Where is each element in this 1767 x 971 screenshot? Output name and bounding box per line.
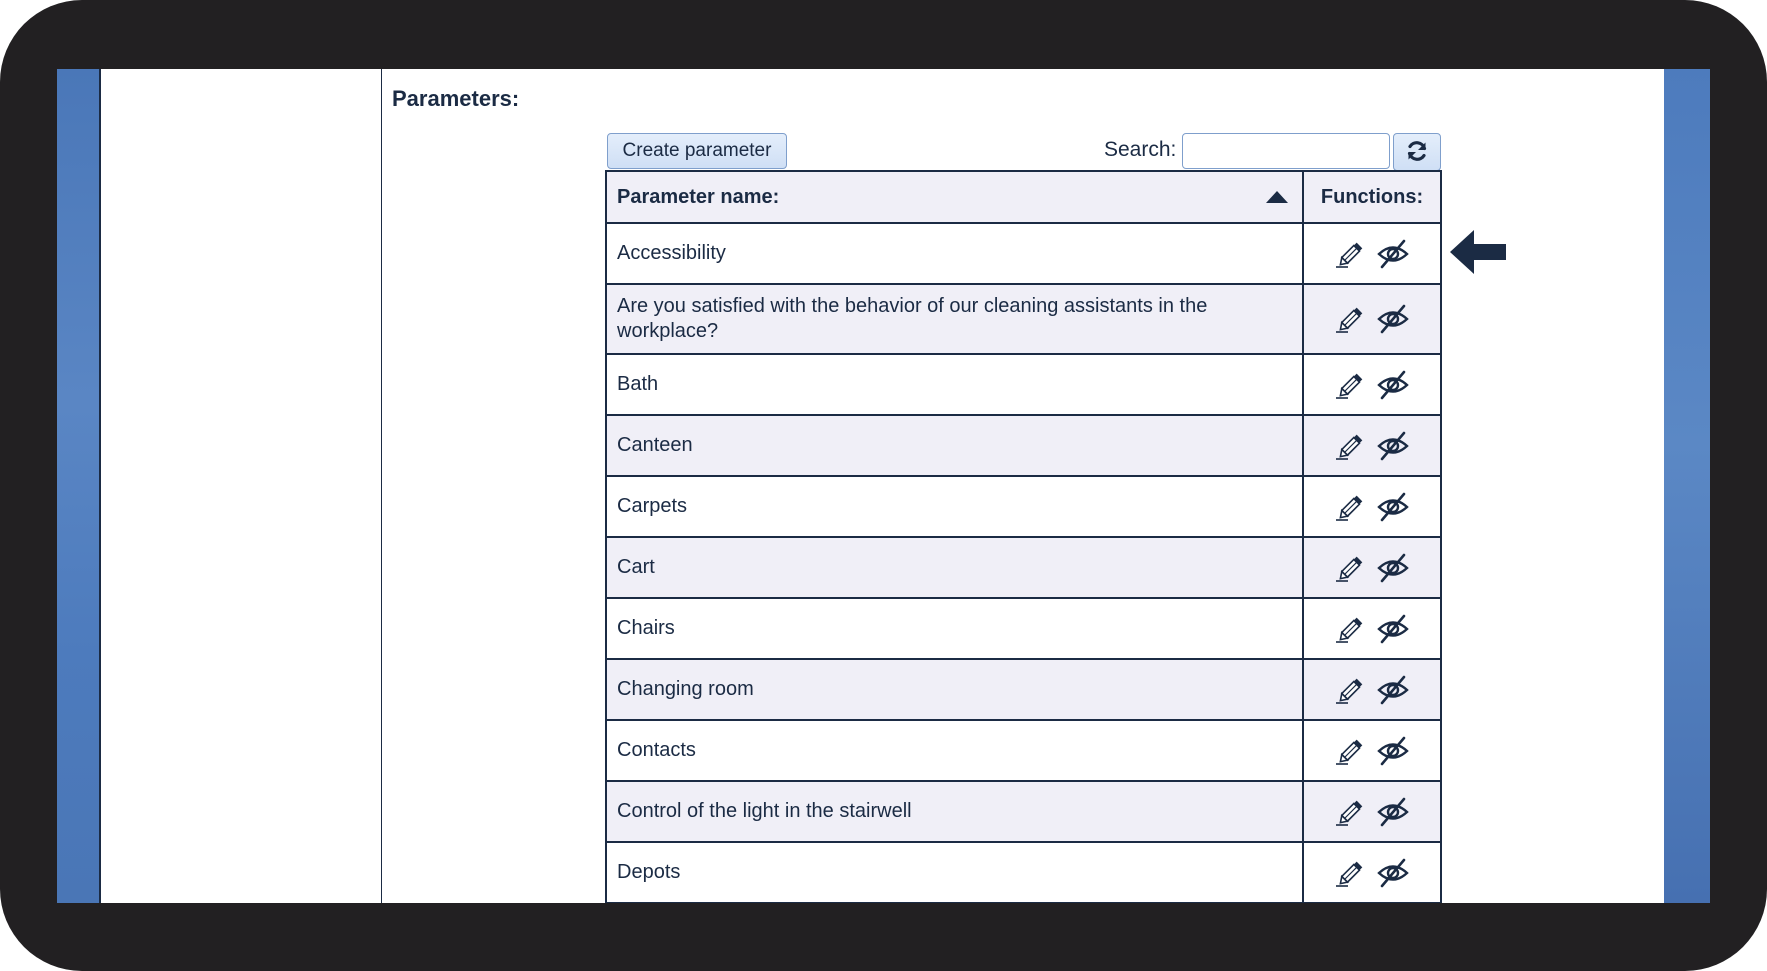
functions-cell <box>1303 354 1441 415</box>
pencil-icon[interactable] <box>1335 492 1367 522</box>
functions-cell <box>1303 415 1441 476</box>
table-row <box>606 284 1441 354</box>
eye-slash-icon[interactable] <box>1377 675 1409 705</box>
table-row <box>606 598 1441 659</box>
parameter-name-cell[interactable]: Carpets <box>606 476 1303 537</box>
functions-cell <box>1303 781 1441 842</box>
functions-cell <box>1303 598 1441 659</box>
pencil-icon[interactable] <box>1335 553 1367 583</box>
sort-ascending-icon[interactable] <box>1266 191 1288 203</box>
eye-slash-icon[interactable] <box>1377 858 1409 888</box>
table-row <box>606 781 1441 842</box>
header-parameter-name[interactable] <box>606 171 1303 223</box>
parameter-name-cell[interactable]: Chairs <box>606 598 1303 659</box>
functions-cell <box>1303 720 1441 781</box>
functions-cell <box>1303 476 1441 537</box>
eye-slash-icon[interactable] <box>1377 553 1409 583</box>
eye-slash-icon[interactable] <box>1377 614 1409 644</box>
eye-slash-icon[interactable] <box>1377 304 1409 334</box>
functions-cell <box>1303 659 1441 720</box>
functions-cell <box>1303 537 1441 598</box>
create-parameter-button[interactable]: Create parameter <box>607 133 787 169</box>
pencil-icon[interactable] <box>1335 370 1367 400</box>
eye-slash-icon[interactable] <box>1377 492 1409 522</box>
pencil-icon[interactable] <box>1335 239 1367 269</box>
parameter-name-cell[interactable]: Accessibility <box>606 223 1303 284</box>
functions-cell <box>1303 842 1441 903</box>
parameter-name-cell[interactable]: Are you satisfied with the behavior of our cleaning assistants in the workplace? <box>606 284 1303 354</box>
eye-slash-icon[interactable] <box>1377 431 1409 461</box>
arrow-left-icon <box>1450 228 1508 276</box>
desktop-background-right <box>1664 69 1710 903</box>
pencil-icon[interactable] <box>1335 797 1367 827</box>
screen <box>57 69 1710 903</box>
eye-slash-icon[interactable] <box>1377 797 1409 827</box>
table-row <box>606 720 1441 781</box>
search-input[interactable] <box>1182 133 1390 169</box>
refresh-icon <box>1405 139 1429 166</box>
header-parameter-name-label: Parameter name: <box>617 185 780 208</box>
pencil-icon[interactable] <box>1335 304 1367 334</box>
pencil-icon[interactable] <box>1335 736 1367 766</box>
parameter-name-cell[interactable]: Control of the light in the stairwell <box>606 781 1303 842</box>
eye-slash-icon[interactable] <box>1377 370 1409 400</box>
functions-cell <box>1303 284 1441 354</box>
pencil-icon[interactable] <box>1335 858 1367 888</box>
eye-slash-icon[interactable] <box>1377 736 1409 766</box>
header-functions: Functions: <box>1303 171 1441 223</box>
parameter-name-cell[interactable]: Cart <box>606 537 1303 598</box>
refresh-button[interactable] <box>1393 133 1441 171</box>
pencil-icon[interactable] <box>1335 675 1367 705</box>
functions-cell <box>1303 223 1441 284</box>
table-row <box>606 476 1441 537</box>
table-header-row <box>606 171 1441 223</box>
left-panel <box>99 69 382 903</box>
parameter-name-cell[interactable]: Bath <box>606 354 1303 415</box>
table-row <box>606 354 1441 415</box>
search-label: Search: <box>1104 138 1177 161</box>
table-row <box>606 415 1441 476</box>
table-body <box>606 223 1441 903</box>
parameter-name-cell[interactable]: Changing room <box>606 659 1303 720</box>
parameter-name-cell[interactable]: Depots <box>606 842 1303 903</box>
eye-slash-icon[interactable] <box>1377 239 1409 269</box>
table-row <box>606 659 1441 720</box>
section-title: Parameters: <box>392 86 520 111</box>
parameters-table <box>605 170 1442 903</box>
table-row <box>606 842 1441 903</box>
pencil-icon[interactable] <box>1335 614 1367 644</box>
parameter-name-cell[interactable]: Contacts <box>606 720 1303 781</box>
parameter-name-cell[interactable]: Canteen <box>606 415 1303 476</box>
table-row <box>606 223 1441 284</box>
app-page <box>99 69 1664 903</box>
desktop-background-left <box>57 69 99 903</box>
pencil-icon[interactable] <box>1335 431 1367 461</box>
table-row <box>606 537 1441 598</box>
